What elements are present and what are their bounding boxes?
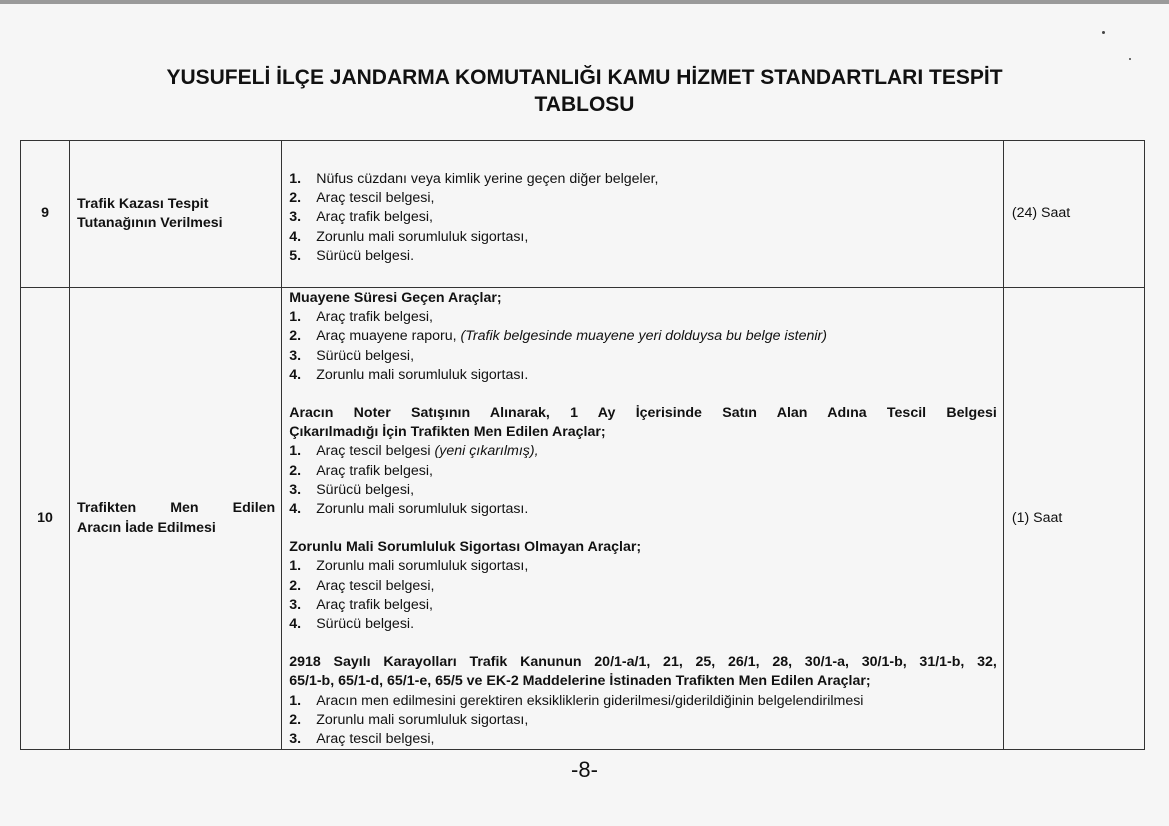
item-number: 2.	[289, 462, 302, 479]
scan-speck	[1129, 58, 1131, 60]
item-note: (Trafik belgesinde muayene yeri dolduysa bu belge istenir)	[460, 328, 827, 345]
item-text: Araç tescil belgesi,	[316, 190, 435, 207]
item-number: 1.	[289, 309, 302, 326]
item-note: (yeni çıkarılmış),	[434, 443, 539, 460]
group-title-line-2: Çıkarılmadığı İçin Trafikten Men Edilen Araçlar;	[289, 424, 606, 441]
item-number: 3.	[289, 596, 302, 613]
item-text: Zorunlu mali sorumluluk sigortası.	[316, 366, 529, 383]
item-number: 3.	[289, 209, 302, 226]
page-number: -8-	[571, 757, 598, 782]
list-item	[289, 596, 997, 615]
scan-speck	[1102, 31, 1105, 34]
item-number: 1.	[289, 558, 302, 575]
item-text: Araç tescil belgesi,	[316, 577, 435, 594]
list-item	[289, 557, 997, 576]
item-text: Araç trafik belgesi,	[316, 309, 433, 326]
list-item	[289, 615, 997, 634]
item-number: 3.	[289, 347, 302, 364]
item-number: 2.	[289, 577, 302, 594]
list-item	[289, 327, 997, 346]
item-number: 2.	[289, 190, 302, 207]
item-text: Araç trafik belgesi,	[316, 462, 433, 479]
item-number: 1.	[289, 443, 302, 460]
list-item	[289, 189, 997, 208]
service-name-line-1: Trafikten Men Edilen	[77, 500, 276, 517]
item-text: Zorunlu mali sorumluluk sigortası,	[316, 228, 529, 245]
item-number: 4.	[289, 366, 302, 383]
table-row	[21, 288, 1145, 750]
page-top-edge	[0, 0, 1169, 4]
page-title	[60, 64, 1109, 118]
item-text: Zorunlu mali sorumluluk sigortası,	[316, 558, 529, 575]
page-title-line-2: TABLOSU	[534, 93, 635, 116]
item-text: Sürücü belgesi.	[316, 247, 415, 264]
item-number: 3.	[289, 481, 302, 498]
item-text: Zorunlu mali sorumluluk sigortası.	[316, 501, 529, 518]
table-row	[21, 141, 1145, 288]
list-item	[289, 462, 997, 481]
service-standards-table	[20, 140, 1145, 750]
list-item	[289, 308, 997, 327]
completion-time: (24) Saat	[1003, 141, 1144, 288]
item-number: 1.	[289, 170, 302, 187]
service-name: Trafik Kazası Tespit Tutanağının Verilmesi	[70, 141, 282, 288]
list-item	[289, 366, 997, 385]
item-text: Aracın men edilmesini gerektiren eksikliklerin giderilmesi/giderildiğinin belgelendirilmesi	[316, 692, 864, 709]
list-item	[289, 711, 997, 730]
completion-time: (1) Saat	[1003, 288, 1144, 750]
list-item	[289, 500, 997, 519]
service-name-line-2: Aracın İade Edilmesi	[77, 519, 216, 536]
item-text: Sürücü belgesi,	[316, 481, 415, 498]
item-number: 4.	[289, 616, 302, 633]
item-number: 4.	[289, 501, 302, 518]
item-text: Zorunlu mali sorumluluk sigortası,	[316, 711, 529, 728]
item-number: 3.	[289, 731, 302, 748]
group-title: Muayene Süresi Geçen Araçlar;	[289, 290, 502, 306]
item-text: Araç muayene raporu,	[316, 328, 461, 345]
page-title-line-1: YUSUFELİ İLÇE JANDARMA KOMUTANLIĞI KAMU HİZMET STANDARTLARI TESPİT	[166, 66, 1003, 89]
list-item	[289, 228, 997, 247]
row-number: 10	[21, 288, 70, 750]
item-text: Sürücü belgesi.	[316, 616, 415, 633]
service-name	[70, 288, 282, 750]
item-number: 2.	[289, 328, 302, 345]
item-number: 4.	[289, 228, 302, 245]
list-item	[289, 170, 997, 189]
list-item	[289, 208, 997, 227]
item-text: Sürücü belgesi,	[316, 347, 415, 364]
row-number: 9	[21, 141, 70, 288]
item-number: 2.	[289, 711, 302, 728]
required-documents	[282, 141, 1004, 288]
group-title-line-1: 2918 Sayılı Karayolları Trafik Kanunun 20/1-a/1, 21, 25, 26/1, 28, 30/1-a, 30/1-b, 31/1-b, 32,	[289, 654, 997, 671]
item-number: 5.	[289, 247, 302, 264]
group-title-line-1: Aracın Noter Satışının Alınarak, 1 Ay İçerisinde Satın Alan Adına Tescil Belgesi	[289, 405, 997, 422]
item-text: Araç tescil belgesi,	[316, 731, 435, 748]
list-item	[289, 481, 997, 500]
group-title: Zorunlu Mali Sorumluluk Sigortası Olmayan Araçlar;	[289, 539, 642, 556]
item-text: Araç trafik belgesi,	[316, 209, 433, 226]
list-item	[289, 577, 997, 596]
item-text: Araç tescil belgesi	[316, 443, 435, 460]
list-item	[289, 247, 997, 266]
item-number: 1.	[289, 692, 302, 709]
item-text: Araç trafik belgesi,	[316, 596, 433, 613]
item-text: Nüfus cüzdanı veya kimlik yerine geçen diğer belgeler,	[316, 170, 659, 187]
list-item	[289, 442, 997, 461]
group-title-line-2: 65/1-b, 65/1-d, 65/1-e, 65/5 ve EK-2 Maddelerine İstinaden Trafikten Men Edilen Araçlar;	[289, 673, 871, 690]
list-item	[289, 730, 997, 749]
list-item	[289, 347, 997, 366]
required-documents	[282, 288, 1004, 750]
list-item	[289, 692, 997, 711]
